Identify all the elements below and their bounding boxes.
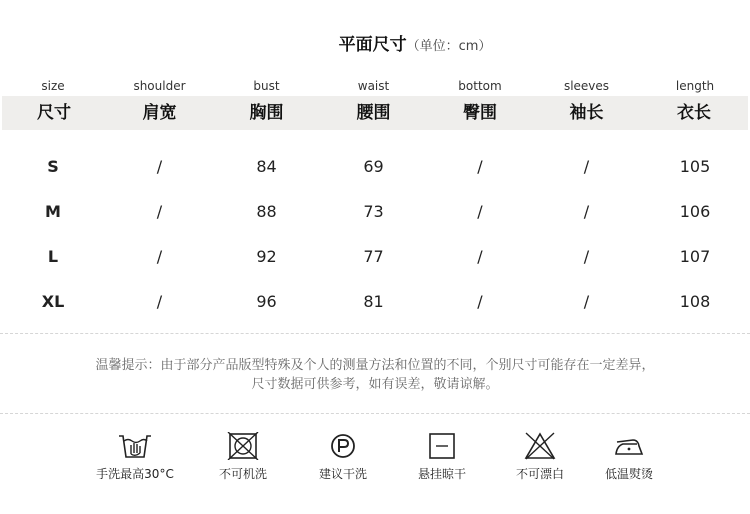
care-label: 手洗最高30°C — [96, 467, 174, 481]
title-main: 平面尺寸 — [338, 35, 407, 55]
cell-sleeves: / — [583, 202, 590, 221]
cell-length: 108 — [679, 292, 711, 311]
header-row-english — [0, 76, 750, 96]
header-zh-waist: 腰围 — [356, 103, 391, 123]
cell-waist: 81 — [363, 292, 384, 311]
header-en-bottom: bottom — [458, 79, 502, 93]
header-en-waist: waist — [357, 79, 390, 93]
cell-sleeves: / — [583, 247, 590, 266]
cell-length: 107 — [679, 247, 711, 266]
cell-shoulder: / — [156, 202, 163, 221]
cell-size: L — [47, 247, 59, 266]
header-en-shoulder: shoulder — [133, 79, 186, 93]
table-row — [0, 279, 750, 324]
care-item — [392, 432, 492, 482]
cell-size: S — [47, 157, 59, 176]
care-label: 不可机洗 — [218, 467, 267, 481]
cell-bust: 96 — [256, 292, 277, 311]
cell-bottom: / — [477, 247, 483, 266]
cell-size: M — [45, 202, 61, 221]
cell-sleeves: / — [583, 157, 590, 176]
table-row — [0, 189, 750, 234]
notice-line-2: 尺寸数据可供参考，如有误差，敬请谅解。 — [251, 377, 499, 392]
cell-bust: 84 — [256, 157, 277, 176]
cell-length: 105 — [679, 157, 711, 176]
cell-shoulder: / — [156, 292, 163, 311]
no-tumble-dry-icon — [225, 432, 261, 460]
care-item — [193, 432, 293, 482]
cell-waist: 77 — [363, 247, 384, 266]
header-zh-size: 尺寸 — [37, 103, 71, 123]
cell-shoulder: / — [156, 157, 163, 176]
header-row-chinese — [2, 96, 748, 130]
low-iron-icon — [611, 432, 647, 460]
care-item — [293, 432, 393, 482]
cell-waist: 73 — [363, 202, 384, 221]
cell-bust: 88 — [256, 202, 277, 221]
header-en-size: size — [41, 79, 65, 93]
header-zh-bottom: 臀围 — [463, 103, 497, 123]
header-zh-length: 衣长 — [677, 103, 711, 123]
header-zh-sleeves: 袖长 — [569, 103, 604, 123]
header-en-sleeves: sleeves — [563, 79, 610, 93]
header-en-length: length — [675, 79, 715, 93]
table-row — [0, 234, 750, 279]
cell-bottom: / — [477, 202, 483, 221]
table-row — [0, 144, 750, 189]
cell-bottom: / — [477, 292, 483, 311]
care-item — [490, 432, 590, 482]
hand-wash-icon — [117, 432, 153, 460]
divider — [0, 333, 750, 334]
header-en-bust: bust — [253, 79, 280, 93]
care-label: 不可漂白 — [515, 467, 564, 481]
care-label: 建议干洗 — [318, 467, 367, 481]
cell-shoulder: / — [156, 247, 163, 266]
dry-clean-p-icon — [325, 432, 361, 460]
cell-length: 106 — [679, 202, 711, 221]
hang-dry-icon — [424, 432, 460, 460]
notice-line-1: 温馨提示：由于部分产品版型特殊及个人的测量方法和位置的不同，个别尺寸可能存在一定差异， — [95, 358, 655, 373]
header-zh-shoulder: 肩宽 — [142, 103, 177, 123]
care-label: 低温熨烫 — [604, 467, 653, 481]
cell-bottom: / — [477, 157, 483, 176]
header-zh-bust: 胸围 — [249, 103, 284, 123]
cell-sleeves: / — [583, 292, 590, 311]
care-item — [85, 432, 185, 482]
divider — [0, 413, 750, 414]
care-label: 悬挂晾干 — [417, 467, 466, 481]
no-bleach-icon — [522, 432, 558, 460]
title-unit: （单位：cm） — [406, 39, 492, 54]
cell-size: XL — [41, 292, 65, 311]
size-table — [0, 76, 750, 324]
cell-waist: 69 — [363, 157, 384, 176]
page-title — [0, 30, 750, 55]
cell-bust: 92 — [256, 247, 277, 266]
care-item — [579, 432, 679, 482]
size-notice — [0, 356, 750, 394]
